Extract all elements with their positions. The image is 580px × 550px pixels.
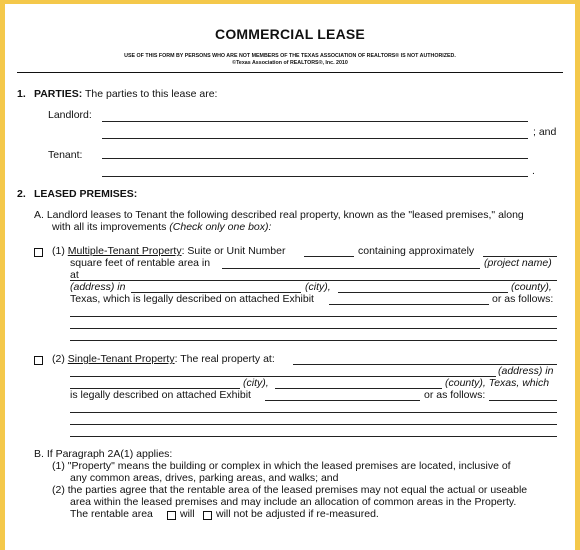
landlord-field-2[interactable] — [102, 138, 528, 139]
section2a-line1: A. Landlord leases to Tenant the following described real property, known as the "leased premises," along — [34, 209, 524, 221]
opt1-follows-text: or as follows: — [492, 293, 554, 305]
section1-heading-line — [34, 88, 217, 100]
section2-heading: LEASED PREMISES: — [34, 188, 138, 200]
section2b-item2-line2: area within the leased premises and may include an allocation of common areas in the Property. — [70, 496, 517, 508]
opt1-description-field-2[interactable] — [70, 328, 557, 329]
opt1-county-label: (county), — [511, 281, 552, 293]
opt2-county-label: (county), Texas, which — [445, 377, 550, 389]
opt1-address-label: (address) in — [70, 281, 126, 293]
section2a-check-instruction: (Check only one box): — [169, 221, 272, 233]
section2b-item1-line2: any common areas, drives, parking areas, and walks; and — [70, 472, 339, 484]
opt2-county-field[interactable] — [275, 388, 442, 389]
opt1-containing-text: containing approximately — [358, 245, 475, 257]
opt1-sqft-text: square feet of rentable area in — [70, 257, 211, 269]
landlord-field-1[interactable] — [102, 121, 528, 122]
landlord-label: Landlord: — [48, 109, 92, 121]
opt2-property-text: : The real property at: — [174, 353, 275, 365]
section2a-line2-text: with all its improvements — [52, 221, 170, 233]
section1-text: The parties to this lease are: — [84, 88, 218, 100]
will-not-label: will not be adjusted if re-measured. — [216, 508, 379, 520]
opt2-number: (2) — [52, 353, 65, 365]
document-title: COMMERCIAL LEASE — [215, 26, 365, 42]
opt2-follows-field[interactable] — [489, 400, 557, 401]
usage-notice: USE OF THIS FORM BY PERSONS WHO ARE NOT MEMBERS OF THE TEXAS ASSOCIATION OF REALTORS® IS NOT AUTHORIZED. — [124, 53, 456, 59]
section2a-line2 — [52, 221, 271, 233]
section2-number: 2. — [17, 188, 26, 200]
opt2-follows-text: or as follows: — [424, 389, 486, 401]
will-label: will — [180, 508, 195, 520]
section1-number: 1. — [17, 88, 26, 100]
section2b-item2-line1: (2) the parties agree that the rentable area of the leased premises may not equal the actual or useable — [52, 484, 528, 496]
opt1-address-in-line — [70, 281, 125, 293]
opt2-description-field-3[interactable] — [70, 436, 557, 437]
suite-number-field[interactable] — [304, 256, 354, 257]
tenant-period: . — [532, 165, 535, 177]
and-text: ; and — [533, 126, 557, 138]
section2b-item2-line3: The rentable area — [70, 508, 153, 520]
opt1-county-field[interactable] — [338, 292, 508, 293]
multiple-tenant-checkbox[interactable] — [34, 248, 43, 257]
opt1-description-field-3[interactable] — [70, 340, 557, 341]
opt1-suite-text: : Suite or Unit Number — [181, 245, 286, 257]
opt2-exhibit-field[interactable] — [265, 400, 420, 401]
opt2-description-field-2[interactable] — [70, 424, 557, 425]
section2b-heading: B. If Paragraph 2A(1) applies: — [34, 448, 173, 460]
will-not-checkbox[interactable] — [203, 511, 212, 520]
opt2-address-label: (address) in — [498, 365, 554, 377]
opt1-at-text: at — [70, 269, 79, 281]
opt2-county-texas-text — [445, 377, 549, 389]
opt1-title: Multiple-Tenant Property — [67, 245, 182, 257]
tenant-field-2[interactable] — [102, 176, 528, 177]
single-tenant-checkbox[interactable] — [34, 356, 43, 365]
opt1-line1 — [52, 245, 285, 257]
copyright-notice: ©Texas Association of REALTORS®, Inc. 2010 — [232, 60, 348, 66]
opt1-exhibit-field[interactable] — [329, 304, 489, 305]
opt2-description-field-1[interactable] — [70, 412, 557, 413]
project-name-label: (project name) — [484, 257, 552, 269]
section2b-item1-line1: (1) "Property" means the building or complex in which the leased premises are located, inclusive of — [52, 460, 511, 472]
header-rule — [17, 72, 563, 73]
opt1-city-label: (city), — [305, 281, 331, 293]
opt1-exhibit-text: Texas, which is legally described on attached Exhibit — [70, 293, 314, 305]
opt1-number: (1) — [52, 245, 65, 257]
project-name-field[interactable] — [222, 268, 480, 269]
tenant-field-1[interactable] — [102, 158, 528, 159]
opt2-title: Single-Tenant Property — [67, 353, 175, 365]
tenant-label: Tenant: — [48, 149, 83, 161]
opt2-address-field[interactable] — [70, 376, 496, 377]
opt2-line1 — [52, 353, 275, 365]
document-page — [5, 4, 575, 550]
will-checkbox[interactable] — [167, 511, 176, 520]
opt2-exhibit-text: is legally described on attached Exhibit — [70, 389, 251, 401]
opt2-city-label: (city), — [243, 377, 269, 389]
opt1-description-field-1[interactable] — [70, 316, 557, 317]
section1-heading: PARTIES: — [34, 88, 83, 100]
